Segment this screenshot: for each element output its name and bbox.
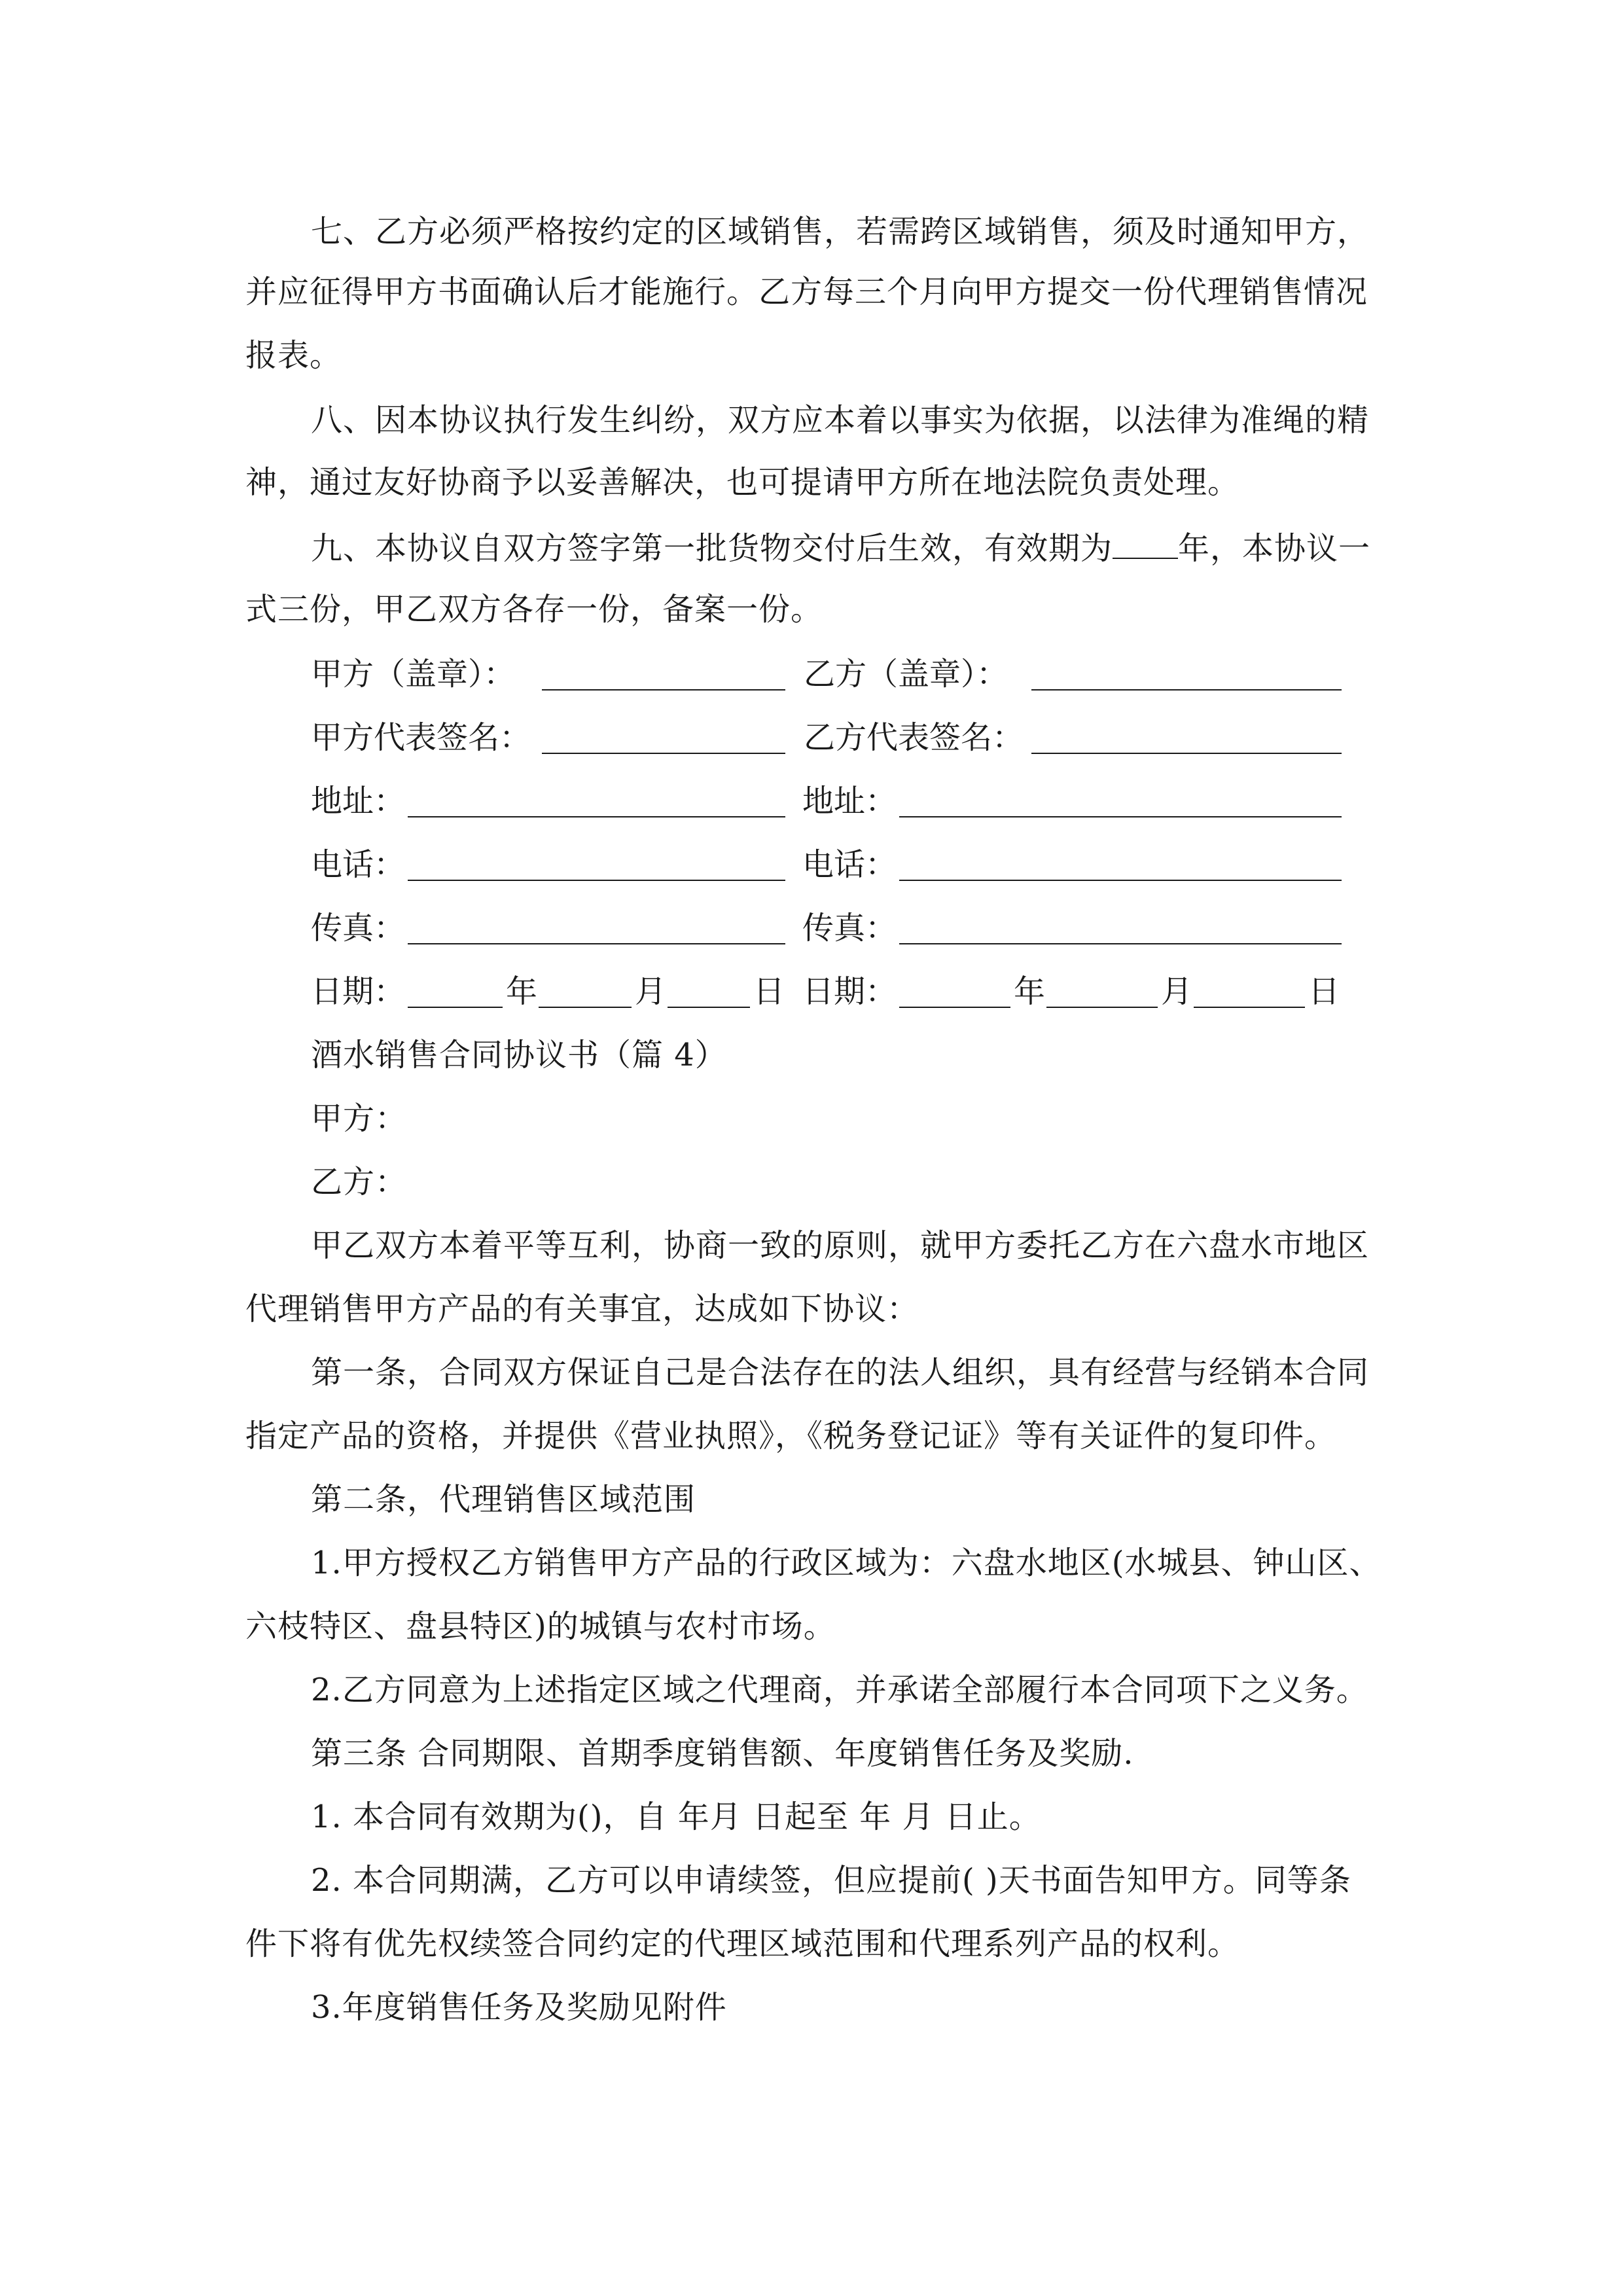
party-a-address-blank[interactable] xyxy=(408,816,785,817)
clause-9-text-b: 年，本协议一 xyxy=(1178,530,1371,567)
clause-8-line-1: 八、因本协议执行发生纠纷，双方应本着以事实为依据，以法律为准绳的精 xyxy=(311,402,1370,439)
contract-4-intro-line-2: 代理销售甲方产品的有关事宜，达成如下协议： xyxy=(245,1291,919,1327)
party-b-fax-label: 传真： xyxy=(802,910,897,946)
article-2-item-1-line-2: 六枝特区、盘县特区)的城镇与农村市场。 xyxy=(245,1608,836,1645)
party-b-address-blank[interactable] xyxy=(899,816,1342,817)
article-3-item-1: 1. 本合同有效期为()，自 年月 日起至 年 月 日止。 xyxy=(311,1799,1041,1835)
party-a-date-day-blank[interactable] xyxy=(668,1007,750,1008)
clause-9-text-a: 九、本协议自双方签字第一批货物交付后生效，有效期为 xyxy=(311,530,1113,567)
party-a-address-label: 地址： xyxy=(311,783,406,819)
party-b-date-month-blank[interactable] xyxy=(1046,1007,1158,1008)
clause-7-line-3: 报表。 xyxy=(245,337,342,374)
clause-8-line-2: 神，通过友好协商予以妥善解决，也可提请甲方所在地法院负责处理。 xyxy=(245,464,1240,501)
article-2-item-1-line-1: 1.甲方授权乙方销售甲方产品的行政区域为：六盘水地区(水城县、钟山区、 xyxy=(311,1545,1382,1581)
party-b-date-day-label: 日 xyxy=(1308,973,1340,1010)
party-b-phone-label: 电话： xyxy=(802,846,897,883)
contract-4-party-b: 乙方： xyxy=(311,1164,408,1200)
party-b-rep-blank[interactable] xyxy=(1031,753,1342,754)
party-b-address-label: 地址： xyxy=(802,783,897,819)
article-1-line-2: 指定产品的资格，并提供《营业执照》，《税务登记证》等有关证件的复印件。 xyxy=(245,1418,1337,1454)
clause-7-line-2: 并应征得甲方书面确认后才能施行。乙方每三个月向甲方提交一份代理销售情况 xyxy=(245,274,1368,310)
contract-4-intro-line-1: 甲乙双方本着平等互利，协商一致的原则，就甲方委托乙方在六盘水市地区 xyxy=(311,1227,1370,1264)
party-b-date-year-blank[interactable] xyxy=(899,1007,1010,1008)
party-b-fax-blank[interactable] xyxy=(899,943,1342,944)
party-a-date-month-label: 月 xyxy=(635,973,667,1010)
party-a-rep-blank[interactable] xyxy=(542,753,785,754)
party-b-phone-blank[interactable] xyxy=(899,880,1342,881)
article-1-line-1: 第一条，合同双方保证自己是合法存在的法人组织，具有经营与经销本合同 xyxy=(311,1354,1370,1391)
article-2-item-2: 2.乙方同意为上述指定区域之代理商，并承诺全部履行本合同项下之义务。 xyxy=(311,1672,1368,1708)
party-a-date-month-blank[interactable] xyxy=(539,1007,632,1008)
party-a-fax-label: 传真： xyxy=(311,910,406,946)
article-3-item-2-line-1: 2. 本合同期满，乙方可以申请续签，但应提前( )天书面告知甲方。同等条 xyxy=(311,1862,1351,1899)
article-3-title: 第三条 合同期限、首期季度销售额、年度销售任务及奖励. xyxy=(311,1735,1134,1772)
party-b-date-day-blank[interactable] xyxy=(1194,1007,1305,1008)
party-b-date-month-label: 月 xyxy=(1161,973,1193,1010)
party-a-date-label: 日期： xyxy=(311,973,406,1010)
article-3-item-3: 3.年度销售任务及奖励见附件 xyxy=(311,1989,727,2026)
party-a-date-day-label: 日 xyxy=(753,973,785,1010)
party-b-seal-label: 乙方（盖章）： xyxy=(804,656,1008,692)
clause-9-line-1 xyxy=(311,530,1371,567)
contract-4-party-a: 甲方： xyxy=(311,1100,408,1137)
party-a-rep-label: 甲方代表签名： xyxy=(311,719,531,756)
contract-4-title: 酒水销售合同协议书（篇 4） xyxy=(311,1037,727,1073)
party-b-date-year-label: 年 xyxy=(1014,973,1046,1010)
party-b-seal-blank[interactable] xyxy=(1031,689,1342,691)
party-a-date-year-label: 年 xyxy=(506,973,538,1010)
clause-9-line-2: 式三份，甲乙双方各存一份，备案一份。 xyxy=(245,591,823,628)
party-a-phone-blank[interactable] xyxy=(408,880,785,881)
party-a-fax-blank[interactable] xyxy=(408,943,785,944)
article-2-title: 第二条，代理销售区域范围 xyxy=(311,1481,696,1518)
article-3-item-2-line-2: 件下将有优先权续签合同约定的代理区域范围和代理系列产品的权利。 xyxy=(245,1926,1240,1962)
party-a-seal-blank[interactable] xyxy=(542,689,785,691)
party-a-date-year-blank[interactable] xyxy=(408,1007,503,1008)
party-b-date-label: 日期： xyxy=(802,973,897,1010)
party-a-phone-label: 电话： xyxy=(311,846,406,883)
party-a-seal-label: 甲方（盖章）： xyxy=(311,656,516,692)
party-b-rep-label: 乙方代表签名： xyxy=(804,719,1024,756)
clause-7-line-1: 七、乙方必须严格按约定的区域销售，若需跨区域销售，须及时通知甲方， xyxy=(311,213,1370,250)
validity-years-blank[interactable] xyxy=(1113,531,1178,559)
